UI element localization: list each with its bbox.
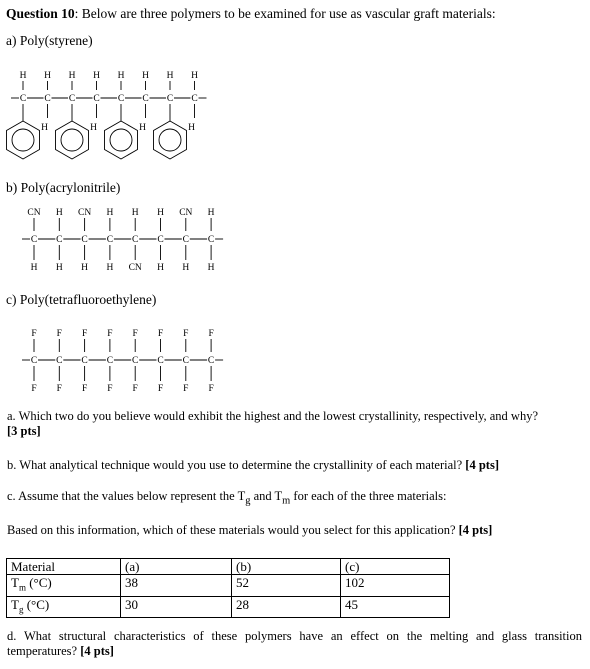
benzene-ring [105,121,138,159]
ptfe-structure [0,323,250,395]
polymer-c-label: c) Poly(tetrafluoroethylene) [6,292,157,307]
table-cell: 30 [121,596,232,618]
top-substituent: H [44,71,51,81]
top-substituent: H [117,71,125,81]
backbone-carbon: C [182,356,189,366]
top-substituent: F [183,329,189,339]
question-a [7,409,587,439]
table-row-tm [7,575,450,597]
top-substituent: H [142,71,149,81]
question-b-text: b. What analytical technique would you use to determine the crystallinity of each material? [7,458,463,472]
bottom-substituent: F [31,384,37,394]
top-substituent: F [208,329,214,339]
backbone-carbon: C [56,235,63,245]
table-header-cell: (b) [232,559,341,575]
question-a-text: a. Which two do you believe would exhibit the highest and the lowest crystallinity, respectively, and why? [7,409,539,423]
bottom-substituent: F [157,384,164,394]
question-based [7,523,492,538]
table-cell: 38 [121,575,232,597]
backbone-carbon: C [207,356,215,366]
backbone-carbon: C [182,235,189,245]
polymer-a-label: a) Poly(styrene) [6,33,93,48]
bottom-substituent: H [182,263,190,273]
question-c-sub-g: g [245,495,251,507]
bottom-substituent: H [139,123,146,133]
backbone-carbon: C [157,235,164,245]
backbone-carbon: C [68,94,76,104]
top-substituent: F [31,329,37,339]
bottom-substituent: H [41,123,48,133]
question-c-and: and T [250,489,283,503]
aromatic-circle [110,129,132,151]
backbone-carbon: C [166,94,174,104]
table-header-row [7,559,450,575]
question-d [7,629,582,659]
bottom-substituent: F [183,384,189,394]
bottom-substituent: CN [128,263,142,273]
bottom-substituent: H [106,263,114,273]
top-substituent: F [81,329,88,339]
table-header-cell: Material [7,559,121,575]
table-header-cell: (c) [341,559,450,575]
benzene-ring [56,121,89,159]
top-substituent: F [132,329,138,339]
top-substituent: H [207,208,215,218]
benzene-ring [154,121,187,159]
top-substituent: CN [77,208,92,218]
backbone-carbon: C [93,94,100,104]
benzene-ring [7,121,40,159]
bottom-substituent: F [81,384,88,394]
aromatic-circle [61,129,83,151]
table-cell: 28 [232,596,341,618]
top-substituent: H [191,71,198,81]
table-row-label: $T_g$ (°C) [7,596,121,618]
question-b-points: [4 pts] [465,458,499,472]
backbone-carbon: C [117,94,125,104]
question-a-points: [3 pts] [7,424,41,438]
top-substituent: H [106,208,114,218]
bottom-substituent: H [55,263,63,273]
backbone-carbon: C [132,235,139,245]
table-cell: 102 [341,575,450,597]
aromatic-circle [159,129,181,151]
bottom-substituent: H [207,263,215,273]
bottom-substituent: F [132,384,138,394]
bottom-substituent: F [107,384,113,394]
polymer-b-label: b) Poly(acrylonitrile) [6,180,121,195]
bottom-substituent: F [208,384,214,394]
bottom-substituent: H [188,123,195,133]
question-title [6,6,496,22]
backbone-carbon: C [81,235,88,245]
backbone-carbon: C [19,94,27,104]
polystyrene-structure [0,60,230,172]
top-substituent: H [55,208,63,218]
backbone-carbon: C [30,235,38,245]
backbone-carbon: C [44,94,51,104]
question-c-sub-m: m [282,495,291,507]
backbone-carbon: C [56,356,63,366]
top-substituent: H [68,71,76,81]
backbone-carbon: C [142,94,149,104]
top-substituent: H [166,71,174,81]
bottom-substituent: H [90,123,97,133]
backbone-carbon: C [106,356,114,366]
backbone-carbon: C [207,235,215,245]
question-d-points: [4 pts] [80,644,114,658]
top-substituent: H [93,71,100,81]
top-substituent: F [157,329,164,339]
question-c-text-post: for each of the three materials: [290,489,447,503]
bottom-substituent: H [81,263,89,273]
top-substituent: CN [179,208,193,218]
question-based-text: Based on this information, which of these materials would you select for this application? [7,523,456,537]
table-header-cell: (a) [121,559,232,575]
bottom-substituent: H [30,263,38,273]
question-number: Question 10 [6,6,75,21]
backbone-carbon: C [132,356,139,366]
table-cell: 52 [232,575,341,597]
question-b [7,458,499,473]
backbone-carbon: C [81,356,88,366]
top-substituent: H [157,208,164,218]
question-based-points: [4 pts] [458,523,493,537]
aromatic-circle [12,129,34,151]
question-c [7,489,446,507]
table-cell: 45 [341,596,450,618]
table-row-label: $T_m$ (°C) [7,575,121,597]
backbone-carbon: C [191,94,198,104]
question-c-text-pre: c. Assume that the values below represent the T [7,489,246,503]
backbone-carbon: C [157,356,164,366]
table-row-tg [7,596,450,618]
backbone-carbon: C [106,235,114,245]
top-substituent: H [19,71,27,81]
question-intro: : Below are three polymers to be examined for use as vascular graft materials: [74,6,496,21]
question-d-text: d. What structural characteristics of these polymers have an effect on the melting and glass transition temperatures? [7,629,582,658]
top-substituent: H [131,208,139,218]
bottom-substituent: F [56,384,62,394]
properties-table [6,558,450,618]
top-substituent: CN [27,208,41,218]
top-substituent: F [107,329,113,339]
bottom-substituent: H [157,263,164,273]
top-substituent: F [56,329,62,339]
polyacrylonitrile-structure [0,202,250,278]
backbone-carbon: C [30,356,38,366]
